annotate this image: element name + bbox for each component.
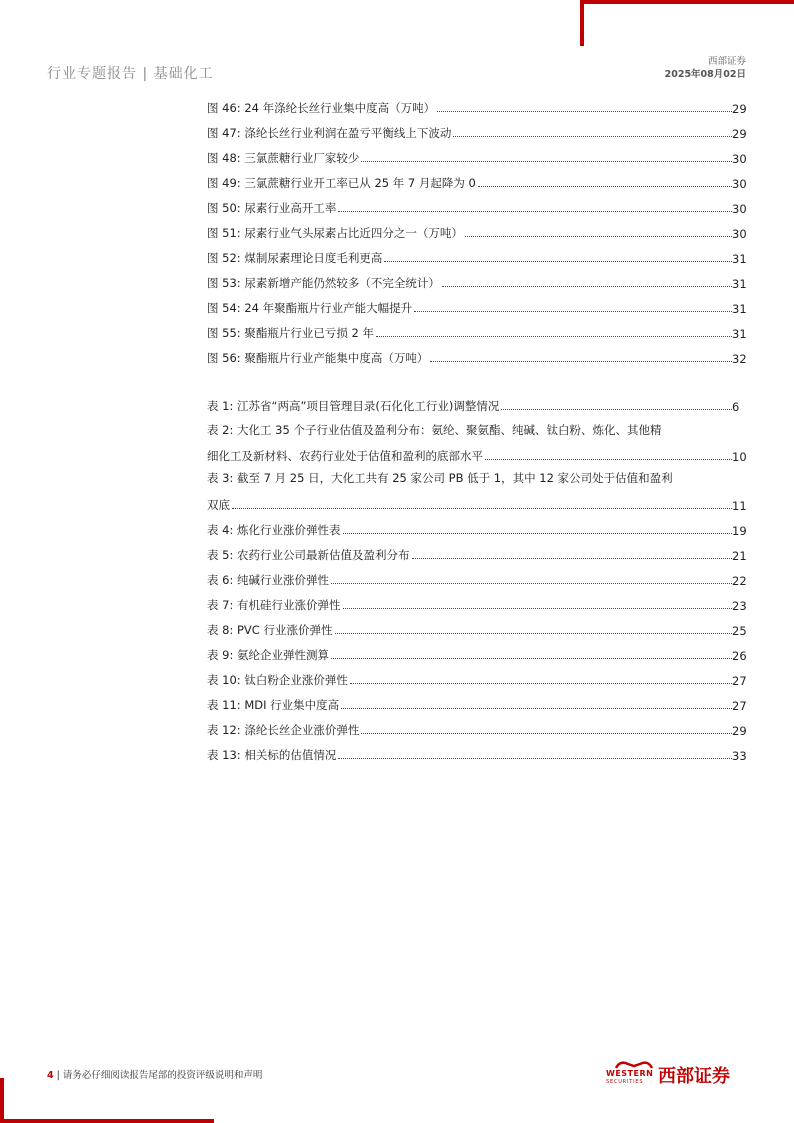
bottom-left-corner-decoration bbox=[0, 1078, 214, 1123]
leader-dots bbox=[478, 186, 732, 187]
toc-entry-table[interactable] bbox=[207, 718, 747, 738]
leader-dots bbox=[376, 336, 732, 337]
leader-dots bbox=[338, 211, 732, 212]
toc-entry-page: 30 bbox=[732, 152, 747, 166]
toc-entry-figure[interactable] bbox=[207, 121, 747, 141]
toc-entry-page: 29 bbox=[732, 127, 747, 141]
toc-entry-label: 图 46: 24 年涤纶长丝行业集中度高（万吨） bbox=[207, 101, 436, 115]
toc-entry-page: 26 bbox=[732, 649, 747, 663]
toc-entry-page: 21 bbox=[732, 549, 747, 563]
header-date: 2025年08月02日 bbox=[664, 69, 746, 80]
toc-entry-label: 双底 bbox=[207, 498, 230, 512]
toc-entry-figure[interactable] bbox=[207, 271, 747, 291]
table-of-contents bbox=[207, 0, 747, 800]
page-number: 4 bbox=[47, 1070, 54, 1081]
toc-entry-table[interactable] bbox=[207, 518, 747, 538]
leader-dots bbox=[412, 558, 732, 559]
toc-entry-label: 表 5: 农药行业公司最新估值及盈利分布 bbox=[207, 548, 410, 562]
toc-entry-table[interactable] bbox=[207, 394, 744, 414]
toc-entry-label: 图 53: 尿素新增产能仍然较多（不完全统计） bbox=[207, 276, 440, 290]
toc-entry-label: 图 54: 24 年聚酯瓶片行业产能大幅提升 bbox=[207, 301, 413, 315]
logo-chinese: 西部证券 bbox=[658, 1066, 730, 1087]
toc-entry-figure[interactable] bbox=[207, 221, 747, 241]
toc-entry-label: 表 3: 截至 7 月 25 日，大化工共有 25 家公司 PB 低于 1，其中 12 家公司处于估值和盈利 bbox=[207, 471, 673, 485]
toc-entry-label: 表 7: 有机硅行业涨价弹性 bbox=[207, 598, 341, 612]
toc-entry-label: 图 49: 三氯蔗糖行业开工率已从 25 年 7 月起降为 0 bbox=[207, 176, 476, 190]
toc-entry-page: 31 bbox=[732, 327, 747, 341]
toc-entry-table[interactable] bbox=[207, 568, 747, 588]
toc-entry-label: 表 2: 大化工 35 个子行业估值及盈利分布：氨纶、聚氨酯、纯碱、钛白粉、炼化、其他精 bbox=[207, 423, 662, 437]
toc-entry-page: 31 bbox=[732, 252, 747, 266]
leader-dots bbox=[341, 708, 732, 709]
leader-dots bbox=[361, 733, 732, 734]
toc-entry-page: 29 bbox=[732, 102, 747, 116]
leader-dots bbox=[343, 608, 732, 609]
toc-entry-label: 图 51: 尿素行业气头尿素占比近四分之一（万吨） bbox=[207, 226, 463, 240]
footer-disclaimer: 请务必仔细阅读报告尾部的投资评级说明和声明 bbox=[62, 1070, 263, 1081]
toc-entry-page: 23 bbox=[732, 599, 747, 613]
toc-entry-table[interactable] bbox=[207, 743, 747, 763]
toc-entry-page: 33 bbox=[732, 749, 747, 763]
logo-english: WESTERN bbox=[606, 1069, 654, 1078]
toc-entry-page: 11 bbox=[732, 499, 747, 513]
toc-entry-figure[interactable] bbox=[207, 196, 747, 216]
toc-entry-page: 6 bbox=[732, 400, 740, 414]
leader-dots bbox=[437, 111, 732, 112]
toc-entry-figure[interactable] bbox=[207, 321, 747, 341]
leader-dots bbox=[465, 236, 732, 237]
toc-entry-table[interactable] bbox=[207, 468, 744, 488]
leader-dots bbox=[501, 409, 732, 410]
toc-entry-page: 31 bbox=[732, 277, 747, 291]
footer bbox=[47, 1067, 262, 1081]
toc-entry-label: 图 52: 煤制尿素理论日度毛利更高 bbox=[207, 251, 383, 265]
toc-entry-label: 表 6: 纯碱行业涨价弹性 bbox=[207, 573, 330, 587]
header-company: 西部证券 bbox=[707, 56, 746, 67]
leader-dots bbox=[331, 658, 732, 659]
toc-entry-table[interactable] bbox=[207, 693, 747, 713]
toc-entry-table[interactable] bbox=[207, 618, 747, 638]
toc-entry-label: 图 55: 聚酯瓶片行业已亏损 2 年 bbox=[207, 326, 374, 340]
toc-entry-table[interactable] bbox=[207, 543, 747, 563]
toc-entry-figure[interactable] bbox=[207, 146, 747, 166]
toc-entry-page: 32 bbox=[732, 352, 747, 366]
toc-entry-figure[interactable] bbox=[207, 171, 747, 191]
toc-entry-label: 表 11: MDI 行业集中度高 bbox=[207, 698, 340, 712]
leader-dots bbox=[232, 508, 732, 509]
toc-entry-page: 30 bbox=[732, 177, 747, 191]
toc-entry-label: 表 12: 涤纶长丝企业涨价弹性 bbox=[207, 723, 360, 737]
toc-entry-table[interactable] bbox=[207, 643, 747, 663]
toc-entry-page: 10 bbox=[732, 450, 747, 464]
toc-entry-page: 30 bbox=[732, 202, 747, 216]
report-title: 行业专题报告 | 基础化工 bbox=[47, 66, 214, 82]
toc-entry-figure[interactable] bbox=[207, 346, 747, 366]
footer-separator: | bbox=[56, 1070, 63, 1081]
toc-entry-label: 图 50: 尿素行业高开工率 bbox=[207, 201, 337, 215]
toc-entry-label: 表 10: 钛白粉企业涨价弹性 bbox=[207, 673, 348, 687]
leader-dots bbox=[442, 286, 732, 287]
toc-entry-page: 19 bbox=[732, 524, 747, 538]
toc-entry-figure[interactable] bbox=[207, 246, 747, 266]
toc-entry-page: 27 bbox=[732, 699, 747, 713]
company-logo bbox=[606, 1058, 746, 1088]
leader-dots bbox=[338, 758, 732, 759]
leader-dots bbox=[331, 583, 732, 584]
leader-dots bbox=[485, 459, 732, 460]
toc-entry-table[interactable] bbox=[207, 420, 744, 440]
leader-dots bbox=[343, 533, 732, 534]
toc-entry-figure[interactable] bbox=[207, 296, 747, 316]
toc-entry-label: 细化工及新材料、农药行业处于估值和盈利的底部水平 bbox=[207, 449, 483, 463]
leader-dots bbox=[384, 261, 732, 262]
toc-entry-table[interactable] bbox=[207, 593, 747, 613]
toc-entry-figure[interactable] bbox=[207, 96, 747, 116]
toc-entry-page: 31 bbox=[732, 302, 747, 316]
toc-entry-table-continued[interactable] bbox=[207, 493, 747, 513]
toc-entry-page: 25 bbox=[732, 624, 747, 638]
leader-dots bbox=[350, 683, 732, 684]
leader-dots bbox=[361, 161, 732, 162]
toc-entry-page: 27 bbox=[732, 674, 747, 688]
toc-entry-label: 图 56: 聚酯瓶片行业产能集中度高（万吨） bbox=[207, 351, 429, 365]
leader-dots bbox=[430, 361, 732, 362]
toc-entry-label: 表 13: 相关标的估值情况 bbox=[207, 748, 337, 762]
toc-entry-label: 图 48: 三氯蔗糖行业厂家较少 bbox=[207, 151, 360, 165]
toc-entry-page: 30 bbox=[732, 227, 747, 241]
toc-entry-table[interactable] bbox=[207, 668, 747, 688]
toc-entry-table-continued[interactable] bbox=[207, 444, 747, 464]
leader-dots bbox=[453, 136, 732, 137]
toc-entry-label: 表 9: 氨纶企业弹性测算 bbox=[207, 648, 330, 662]
toc-entry-label: 表 8: PVC 行业涨价弹性 bbox=[207, 623, 333, 637]
toc-entry-page: 22 bbox=[732, 574, 747, 588]
toc-entry-label: 表 1: 江苏省“两高”项目管理目录(石化化工行业)调整情况 bbox=[207, 399, 500, 413]
toc-entry-label: 图 47: 涤纶长丝行业利润在盈亏平衡线上下波动 bbox=[207, 126, 452, 140]
leader-dots bbox=[335, 633, 733, 634]
toc-entry-label: 表 4: 炼化行业涨价弹性表 bbox=[207, 523, 341, 537]
toc-entry-page: 29 bbox=[732, 724, 747, 738]
leader-dots bbox=[414, 311, 732, 312]
logo-english-sub: SECURITIES bbox=[606, 1079, 644, 1085]
